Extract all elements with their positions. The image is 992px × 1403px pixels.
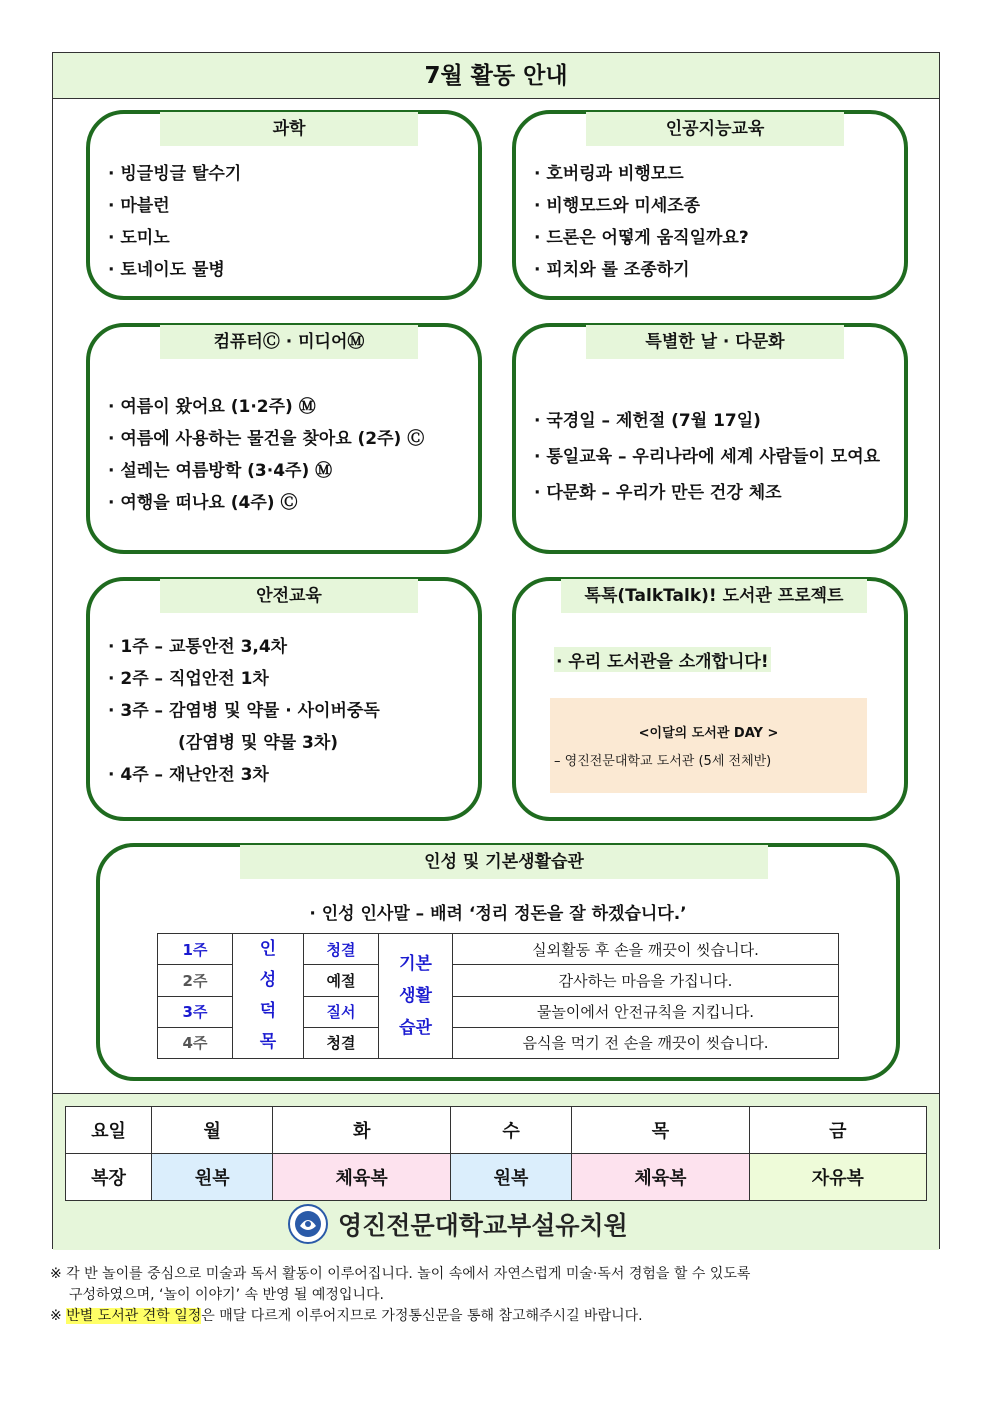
footnote-line: ※ 각 반 놀이를 중심으로 미술과 독서 활동이 이루어집니다. 놀이 속에서 자연스럽게 미술·독서 경험을 할 수 있도록 <box>50 1266 751 1282</box>
uniform-cell: 체육복 <box>572 1154 749 1201</box>
table-row <box>66 1154 927 1201</box>
list-item: · 빙글빙글 탈수기 <box>108 164 242 184</box>
list-item: · 토네이도 물병 <box>108 260 225 280</box>
safety-box <box>86 577 482 821</box>
week-cell: 2주 <box>158 965 233 996</box>
school-emblem-icon <box>288 1204 328 1244</box>
list-item: · 여행을 떠나요 (4주) Ⓒ <box>108 493 298 513</box>
special-day-list <box>534 403 880 511</box>
virtue-label-cell <box>233 934 304 1059</box>
virtue-label-char: 목 <box>259 1032 277 1052</box>
character-habits-table <box>157 933 839 1059</box>
library-project-box <box>512 577 908 821</box>
science-list <box>108 158 241 286</box>
library-day-title: <이달의 도서관 DAY > <box>638 726 779 741</box>
habit-label-line: 습관 <box>399 1018 432 1038</box>
weekly-uniform-area <box>53 1093 939 1250</box>
list-item: · 3주 – 감염병 및 약물 · 사이버중독 <box>108 701 380 721</box>
weekly-uniform-table <box>65 1106 927 1201</box>
habit-label-line: 생활 <box>399 986 432 1006</box>
footnote-line <box>50 1306 930 1327</box>
virtue-cell: 질서 <box>304 996 379 1027</box>
day-cell: 수 <box>450 1107 571 1154</box>
week-cell: 1주 <box>158 934 233 965</box>
virtue-label-char: 성 <box>259 970 277 990</box>
habit-label-line: 기본 <box>399 954 432 974</box>
list-item: · 마블런 <box>108 196 170 216</box>
uniform-label-cell: 복장 <box>66 1154 152 1201</box>
computer-media-heading: 컴퓨터Ⓒ · 미디어Ⓜ <box>160 325 418 359</box>
list-item: · 설레는 여름방학 (3·4주) Ⓜ <box>108 461 333 481</box>
library-day-detail: – 영진전문대학교 도서관 (5세 전체반) <box>554 754 772 769</box>
list-item: · 2주 – 직업안전 1차 <box>108 669 269 689</box>
library-project-heading: 톡톡(TalkTalk)! 도서관 프로젝트 <box>561 579 867 613</box>
table-row <box>66 1107 927 1154</box>
week-cell: 3주 <box>158 996 233 1027</box>
special-day-heading: 특별한 날 · 다문화 <box>586 325 844 359</box>
day-cell: 목 <box>572 1107 749 1154</box>
table-row <box>158 934 839 965</box>
computer-media-box <box>86 323 482 554</box>
uniform-cell: 원복 <box>152 1154 273 1201</box>
ai-list <box>534 158 749 286</box>
uniform-cell: 자유복 <box>749 1154 926 1201</box>
footnotes <box>50 1264 930 1327</box>
library-intro: · 우리 도서관을 소개합니다! <box>554 647 771 672</box>
virtue-cell: 예절 <box>304 965 379 996</box>
activity-notice-frame <box>52 52 940 1249</box>
habit-cell: 음식을 먹기 전 손을 깨끗이 씻습니다. <box>453 1027 839 1058</box>
virtue-label-char: 인 <box>259 939 277 959</box>
character-habits-heading: 인성 및 기본생활습관 <box>240 845 768 879</box>
day-cell: 월 <box>152 1107 273 1154</box>
footnote-highlight: 반별 도서관 견학 일정 <box>66 1308 202 1324</box>
ai-heading: 인공지능교육 <box>586 112 844 146</box>
character-greeting: · 인성 인사말 – 배려 ‘정리 정돈을 잘 하겠습니다.’ <box>309 904 687 924</box>
list-item: · 1주 – 교통안전 3,4차 <box>108 637 288 657</box>
virtue-cell: 청결 <box>304 934 379 965</box>
list-item: · 비행모드와 미세조종 <box>534 196 701 216</box>
science-box <box>86 110 482 300</box>
list-item: · 국경일 – 제헌절 (7월 17일) <box>534 411 761 431</box>
day-cell: 금 <box>749 1107 926 1154</box>
virtue-cell: 청결 <box>304 1027 379 1058</box>
list-item: · 여름이 왔어요 (1·2주) Ⓜ <box>108 397 316 417</box>
special-day-box <box>512 323 908 554</box>
virtue-label-char: 덕 <box>259 1001 277 1021</box>
footnote-line: 구성하였으며, ‘놀이 이야기’ 속 반영 될 예정입니다. <box>69 1287 384 1303</box>
habit-cell: 실외활동 후 손을 깨끗이 씻습니다. <box>453 934 839 965</box>
library-day-note <box>550 698 867 793</box>
school-name: 영진전문대학교부설유치원 <box>338 1211 628 1240</box>
safety-heading: 안전교육 <box>160 579 418 613</box>
list-item: · 4주 – 재난안전 3차 <box>108 765 269 785</box>
footnote-rest: 은 매달 다르게 이루어지므로 가정통신문을 통해 참고해주시길 바랍니다. <box>201 1308 643 1324</box>
footnote-mark: ※ <box>50 1308 67 1324</box>
list-item: (감염병 및 약물 3차) <box>178 733 339 753</box>
science-heading: 과학 <box>160 112 418 146</box>
ai-box <box>512 110 908 300</box>
list-item: · 도미노 <box>108 228 170 248</box>
list-item: · 통일교육 – 우리나라에 세계 사람들이 모여요 <box>534 447 881 467</box>
list-item: · 피치와 롤 조종하기 <box>534 260 690 280</box>
list-item: · 드론은 어떻게 움직일까요? <box>534 228 749 248</box>
list-item: · 다문화 – 우리가 만든 건강 체조 <box>534 483 782 503</box>
page-title: 7월 활동 안내 <box>53 53 939 99</box>
day-cell: 화 <box>273 1107 450 1154</box>
uniform-cell: 원복 <box>450 1154 571 1201</box>
computer-media-list <box>108 391 424 519</box>
habit-cell: 물놀이에서 안전규칙을 지킵니다. <box>453 996 839 1027</box>
habit-cell: 감사하는 마음을 가집니다. <box>453 965 839 996</box>
day-label-cell: 요일 <box>66 1107 152 1154</box>
safety-list <box>108 631 380 791</box>
character-habits-box <box>96 843 900 1081</box>
week-cell: 4주 <box>158 1027 233 1058</box>
habit-label-cell <box>379 934 453 1059</box>
list-item: · 호버링과 비행모드 <box>534 164 684 184</box>
school-footer <box>288 1204 628 1244</box>
uniform-cell: 체육복 <box>273 1154 450 1201</box>
list-item: · 여름에 사용하는 물건을 찾아요 (2주) Ⓒ <box>108 429 425 449</box>
